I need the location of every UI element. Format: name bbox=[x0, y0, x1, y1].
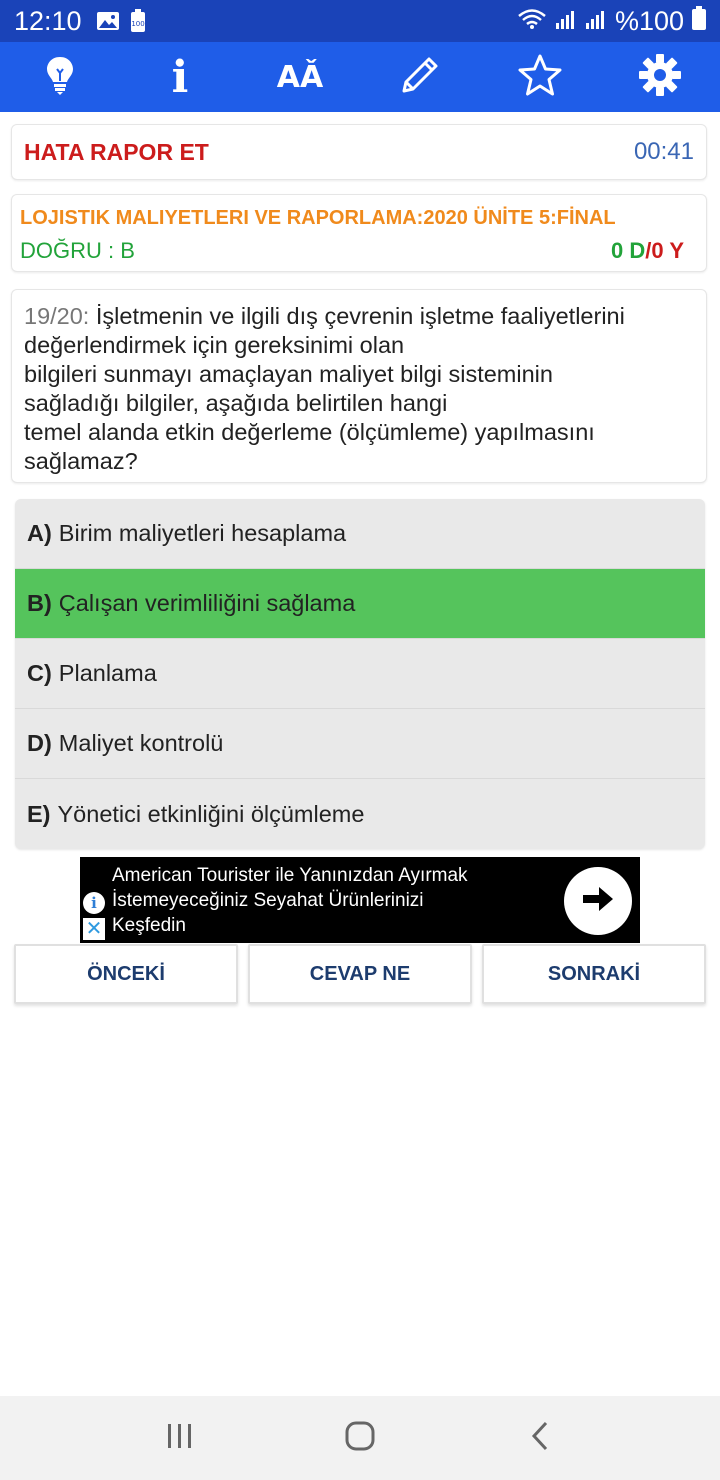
option-a[interactable] bbox=[15, 499, 705, 569]
option-text: Çalışan verimliliğini sağlama bbox=[58, 590, 356, 616]
star-icon bbox=[517, 53, 563, 102]
option-letter: D) bbox=[27, 730, 52, 756]
question-text-1: İşletmenin ve ilgili dış çevrenin işletme faaliyetlerini bbox=[95, 303, 625, 329]
info-button[interactable] bbox=[150, 47, 210, 107]
arrow-right-icon bbox=[581, 884, 615, 919]
signal-icon bbox=[555, 6, 577, 37]
ad-banner[interactable] bbox=[80, 857, 640, 943]
question-line-5: temel alanda etkin değerleme (ölçümleme) yapılmasını bbox=[24, 419, 595, 445]
option-letter: A) bbox=[27, 520, 52, 546]
score-separator: / bbox=[645, 238, 652, 263]
option-letter: C) bbox=[27, 660, 52, 686]
option-c[interactable] bbox=[15, 639, 705, 709]
course-card bbox=[11, 194, 707, 272]
status-bar bbox=[0, 0, 720, 42]
score-wrong: 0 Y bbox=[651, 238, 684, 263]
recent-apps-button[interactable] bbox=[150, 1408, 210, 1468]
previous-button[interactable]: ÖNCEKİ bbox=[14, 944, 238, 1004]
question-number: 19/20: bbox=[24, 303, 90, 329]
status-time: 12:10 bbox=[14, 5, 82, 36]
toolbar bbox=[0, 42, 720, 112]
font-size-button[interactable] bbox=[270, 47, 330, 107]
battery-icon bbox=[692, 6, 706, 37]
back-icon bbox=[530, 1421, 550, 1456]
option-text: Yönetici etkinliğini ölçümleme bbox=[57, 800, 365, 827]
wifi-icon bbox=[517, 6, 547, 37]
question-line-6: sağlamaz? bbox=[24, 448, 138, 474]
lightbulb-icon bbox=[45, 55, 75, 100]
pencil-icon bbox=[398, 53, 442, 102]
question-line-4: sağladığı bilgiler, aşağıda belirtilen hangi bbox=[24, 390, 448, 416]
option-e[interactable] bbox=[15, 779, 705, 849]
system-navigation-bar bbox=[0, 1396, 720, 1480]
gear-icon bbox=[638, 53, 682, 102]
option-letter: B) bbox=[27, 590, 52, 616]
course-title: LOJISTIK MALIYETLERI VE RAPORLAMA:2020 ÜNİTE 5:FİNAL bbox=[20, 207, 616, 229]
question-card bbox=[11, 289, 707, 483]
question-line-2: değerlendirmek için gereksinimi olan bbox=[24, 332, 405, 358]
ad-info-icon[interactable]: i bbox=[83, 892, 105, 914]
ad-line-3: Keşfedin bbox=[112, 915, 186, 936]
home-button[interactable] bbox=[330, 1408, 390, 1468]
option-text: Maliyet kontrolü bbox=[58, 730, 224, 756]
font-size-icon: AǍ bbox=[276, 59, 324, 95]
info-icon: i bbox=[171, 51, 189, 103]
back-button[interactable] bbox=[510, 1408, 570, 1468]
recent-apps-icon bbox=[165, 1423, 195, 1454]
option-d[interactable] bbox=[15, 709, 705, 779]
option-text: Birim maliyetleri hesaplama bbox=[58, 520, 347, 546]
header-card bbox=[11, 124, 707, 180]
favorite-button[interactable] bbox=[510, 47, 570, 107]
battery-text: %100 bbox=[614, 5, 684, 36]
home-icon bbox=[344, 1420, 376, 1457]
question-line-3: bilgileri sunmayı amaçlayan maliyet bilgi sisteminin bbox=[24, 361, 553, 387]
battery-saver-icon bbox=[130, 9, 146, 33]
timer: 00:41 bbox=[633, 138, 694, 165]
hint-button[interactable] bbox=[30, 47, 90, 107]
signal-icon-2 bbox=[585, 6, 607, 37]
next-button[interactable]: SONRAKİ bbox=[482, 944, 706, 1004]
score bbox=[611, 238, 698, 264]
ad-line-2: İstemeyeceğiniz Seyahat Ürünlerinizi bbox=[112, 890, 424, 911]
question-line-1 bbox=[24, 302, 694, 331]
show-answer-button[interactable]: CEVAP NE bbox=[248, 944, 472, 1004]
ad-text bbox=[112, 863, 562, 938]
ad-close-icon[interactable]: ✕ bbox=[83, 918, 105, 940]
answer-options bbox=[15, 499, 705, 849]
settings-button[interactable] bbox=[630, 47, 690, 107]
report-error-link[interactable]: HATA RAPOR ET bbox=[24, 138, 209, 165]
gallery-icon bbox=[96, 11, 120, 31]
score-correct: 0 D bbox=[611, 238, 646, 263]
option-text: Planlama bbox=[58, 660, 157, 686]
ad-line-1: American Tourister ile Yanınızdan Ayırmak bbox=[112, 865, 468, 886]
correct-answer-label: DOĞRU : B bbox=[20, 238, 135, 263]
option-b[interactable] bbox=[15, 569, 705, 639]
option-letter: E) bbox=[27, 800, 51, 827]
svg-text:100: 100 bbox=[130, 20, 145, 28]
question-navigation bbox=[14, 944, 706, 1006]
note-button[interactable] bbox=[390, 47, 450, 107]
ad-arrow-button[interactable] bbox=[564, 867, 632, 935]
